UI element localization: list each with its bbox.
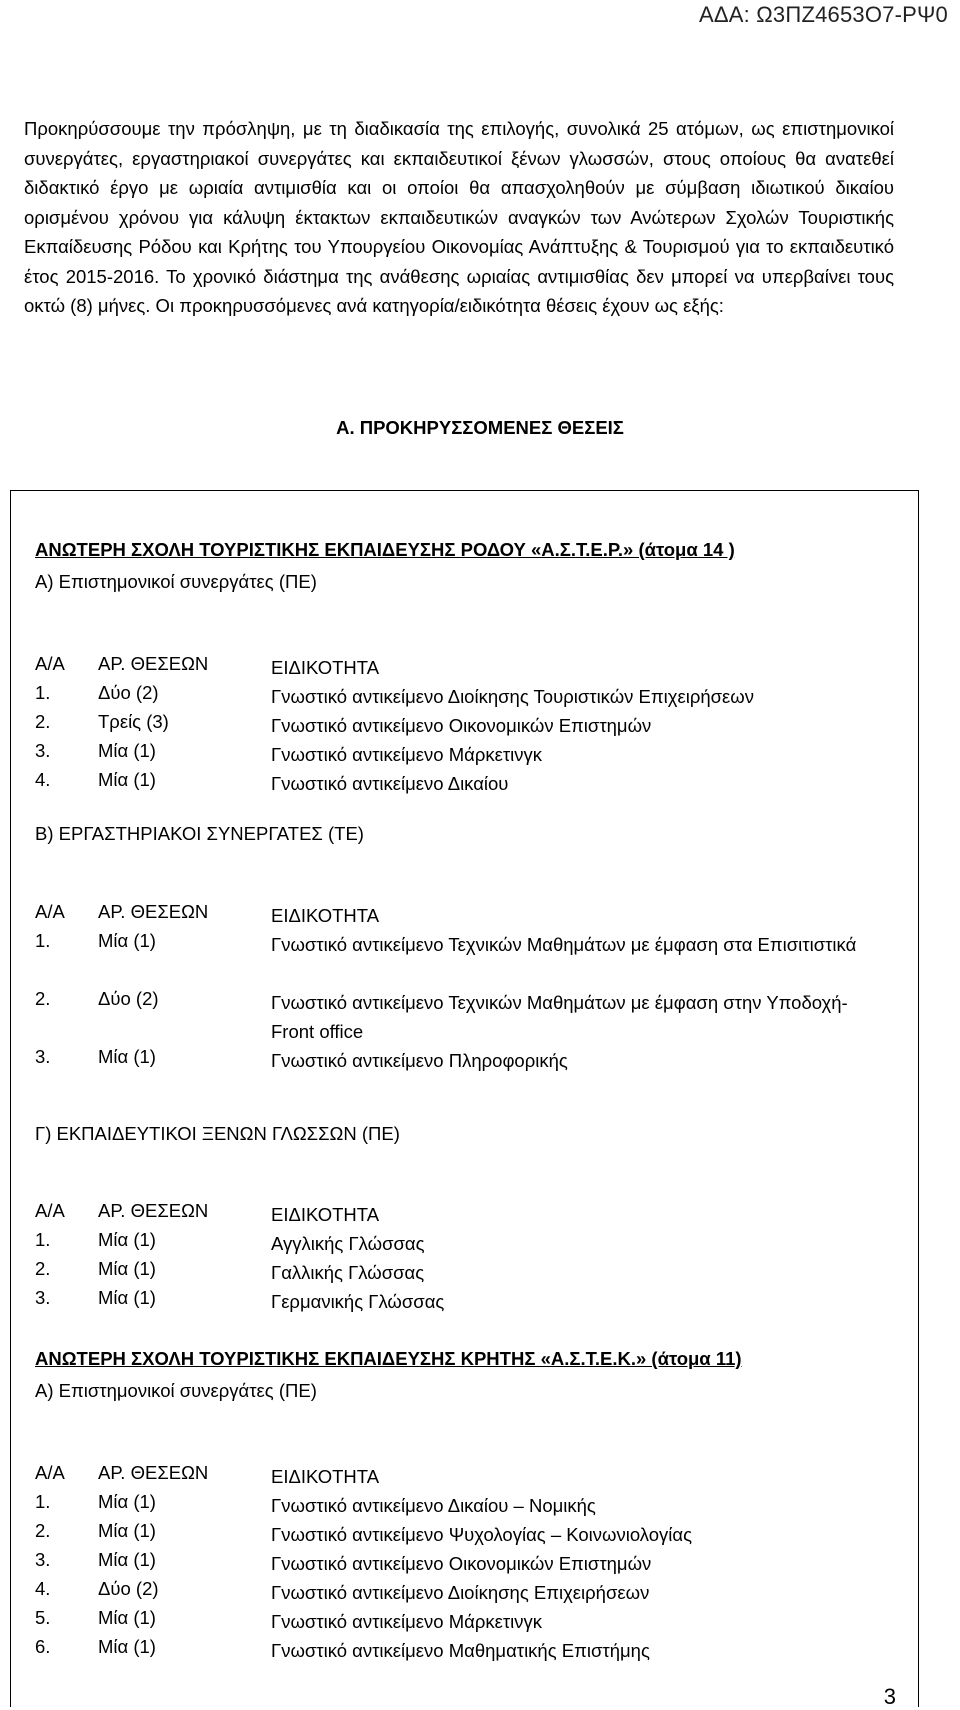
row-aa: 2. — [35, 711, 51, 732]
row-aa: 1. — [35, 1229, 51, 1250]
intro-paragraph — [24, 114, 894, 321]
col-num: ΑΡ. ΘΕΣΕΩΝ — [98, 653, 209, 674]
row-spec: Γνωστικό αντικείμενο Τεχνικών Μαθημάτων με έμφαση στην Υποδοχή-Front office — [271, 992, 848, 1042]
row-num: Τρείς (3) — [98, 711, 169, 732]
school-crete-title: ΑΝΩΤΕΡΗ ΣΧΟΛΗ ΤΟΥΡΙΣΤΙΚΗΣ ΕΚΠΑΙΔΕΥΣΗΣ ΚΡΗΤΗΣ «Α.Σ.Τ.Ε.Κ.» (άτομα 11) — [35, 1348, 742, 1369]
row-aa: 6. — [35, 1636, 51, 1657]
row-aa: 3. — [35, 1287, 51, 1308]
row-spec: Γνωστικό αντικείμενο Μάρκετινγκ — [271, 1611, 543, 1632]
row-spec: Αγγλικής Γλώσσας — [271, 1233, 425, 1254]
row-aa: 3. — [35, 1549, 51, 1570]
col-num: ΑΡ. ΘΕΣΕΩΝ — [98, 1200, 209, 1221]
col-spec: ΕΙΔΙΚΟΤΗΤΑ — [271, 1466, 380, 1487]
row-spec: Γνωστικό αντικείμενο Μαθηματικής Επιστήμης — [271, 1640, 650, 1661]
row-aa: 4. — [35, 1578, 51, 1599]
row-aa: 1. — [35, 1491, 51, 1512]
col-aa: Α/Α — [35, 653, 65, 674]
row-aa: 1. — [35, 930, 51, 951]
row-spec: Γνωστικό αντικείμενο Διοίκησης Τουριστικών Επιχειρήσεων — [271, 686, 754, 707]
row-spec: Γνωστικό αντικείμενο Δικαίου — [271, 773, 509, 794]
row-num: Μία (1) — [98, 1636, 156, 1657]
rhodes-cat-b-title: Β) ΕΡΓΑΣΤΗΡΙΑΚΟΙ ΣΥΝΕΡΓΑΤΕΣ (ΤΕ) — [35, 823, 364, 844]
row-num: Δύο (2) — [98, 682, 159, 703]
col-spec: ΕΙΔΙΚΟΤΗΤΑ — [271, 657, 380, 678]
section-a-title: Α. ΠΡΟΚΗΡΥΣΣΟΜΕΝΕΣ ΘΕΣΕΙΣ — [336, 417, 624, 438]
page-number: 3 — [883, 1684, 896, 1709]
row-aa: 3. — [35, 740, 51, 761]
row-spec: Γνωστικό αντικείμενο Τεχνικών Μαθημάτων με έμφαση στα Επισιτιστικά — [271, 934, 857, 955]
rhodes-cat-a-title: Α) Επιστημονικοί συνεργάτες (ΠΕ) — [35, 571, 317, 592]
row-num: Μία (1) — [98, 1549, 156, 1570]
row-aa: 2. — [35, 1520, 51, 1541]
row-num: Δύο (2) — [98, 988, 159, 1009]
row-spec: Γνωστικό αντικείμενο Πληροφορικής — [271, 1050, 568, 1071]
row-spec: Γνωστικό αντικείμενο Δικαίου – Νομικής — [271, 1495, 596, 1516]
row-aa: 3. — [35, 1046, 51, 1067]
col-num: ΑΡ. ΘΕΣΕΩΝ — [98, 1462, 209, 1483]
row-spec: Γνωστικό αντικείμενο Μάρκετινγκ — [271, 744, 543, 765]
row-num: Μία (1) — [98, 1491, 156, 1512]
intro-text: Προκηρύσσουμε την πρόσληψη, με τη διαδικασία της επιλογής, συνολικά 25 ατόμων, ως επιστημονικοί συνεργάτες, εργαστηριακοί συνεργάτες και εκπαιδευτικοί ξένων γλωσσών, στους οποίους θα ανατεθεί διδακτικό έργο με ωριαία αντιμισθία και οι οποίοι θα απασχοληθούν με σύμβαση ιδιωτικού δικαίου ορισμένου χρόνου για κάλυψη έκτακτων εκπαιδευτικών αναγκών των Ανώτερων Σχολών Τουριστικής Εκπαίδευσης Ρόδου και Κρήτης του Υπουργείου Οικονομίας Ανάπτυξης & Τουρισμού για το εκπαιδευτικό έτος 2015-2016. Το χρονικό διάστημα της ανάθεσης ωριαίας αντιμισθίας δεν μπορεί να υπερβαίνει τους οκτώ (8) μήνες. Οι προκηρυσσόμενες ανά κατηγορία/ειδικότητα θέσεις έχουν ως εξής: — [24, 118, 894, 316]
ada-code: ΑΔΑ: Ω3ΠΖ4653Ο7-ΡΨ0 — [699, 2, 948, 27]
row-spec: Γνωστικό αντικείμενο Διοίκησης Επιχειρήσεων — [271, 1582, 650, 1603]
row-spec: Γερμανικής Γλώσσας — [271, 1291, 445, 1312]
col-aa: Α/Α — [35, 1200, 65, 1221]
row-spec: Γαλλικής Γλώσσας — [271, 1262, 425, 1283]
row-num: Δύο (2) — [98, 1578, 159, 1599]
row-num: Μία (1) — [98, 740, 156, 761]
col-aa: Α/Α — [35, 1462, 65, 1483]
school-rhodes-title: ΑΝΩΤΕΡΗ ΣΧΟΛΗ ΤΟΥΡΙΣΤΙΚΗΣ ΕΚΠΑΙΔΕΥΣΗΣ ΡΟΔΟΥ «Α.Σ.Τ.Ε.Ρ.» (άτομα 14 ) — [35, 539, 735, 560]
row-spec: Γνωστικό αντικείμενο Οικονομικών Επιστημών — [271, 715, 652, 736]
col-num: ΑΡ. ΘΕΣΕΩΝ — [98, 901, 209, 922]
row-num: Μία (1) — [98, 930, 156, 951]
row-aa: 2. — [35, 988, 51, 1009]
rhodes-cat-c-title: Γ) ΕΚΠΑΙΔΕΥΤΙΚΟΙ ΞΕΝΩΝ ΓΛΩΣΣΩΝ (ΠΕ) — [35, 1123, 400, 1144]
col-spec: ΕΙΔΙΚΟΤΗΤΑ — [271, 1204, 380, 1225]
row-aa: 5. — [35, 1607, 51, 1628]
col-spec: ΕΙΔΙΚΟΤΗΤΑ — [271, 905, 380, 926]
row-spec: Γνωστικό αντικείμενο Οικονομικών Επιστημών — [271, 1553, 652, 1574]
row-num: Μία (1) — [98, 769, 156, 790]
row-spec: Γνωστικό αντικείμενο Ψυχολογίας – Κοινωνιολογίας — [271, 1524, 692, 1545]
crete-cat-a-title: Α) Επιστημονικοί συνεργάτες (ΠΕ) — [35, 1380, 317, 1401]
positions-box — [10, 490, 919, 1707]
row-aa: 1. — [35, 682, 51, 703]
row-num: Μία (1) — [98, 1607, 156, 1628]
row-num: Μία (1) — [98, 1520, 156, 1541]
row-aa: 2. — [35, 1258, 51, 1279]
row-num: Μία (1) — [98, 1046, 156, 1067]
col-aa: Α/Α — [35, 901, 65, 922]
row-num: Μία (1) — [98, 1229, 156, 1250]
row-num: Μία (1) — [98, 1287, 156, 1308]
row-num: Μία (1) — [98, 1258, 156, 1279]
row-aa: 4. — [35, 769, 51, 790]
